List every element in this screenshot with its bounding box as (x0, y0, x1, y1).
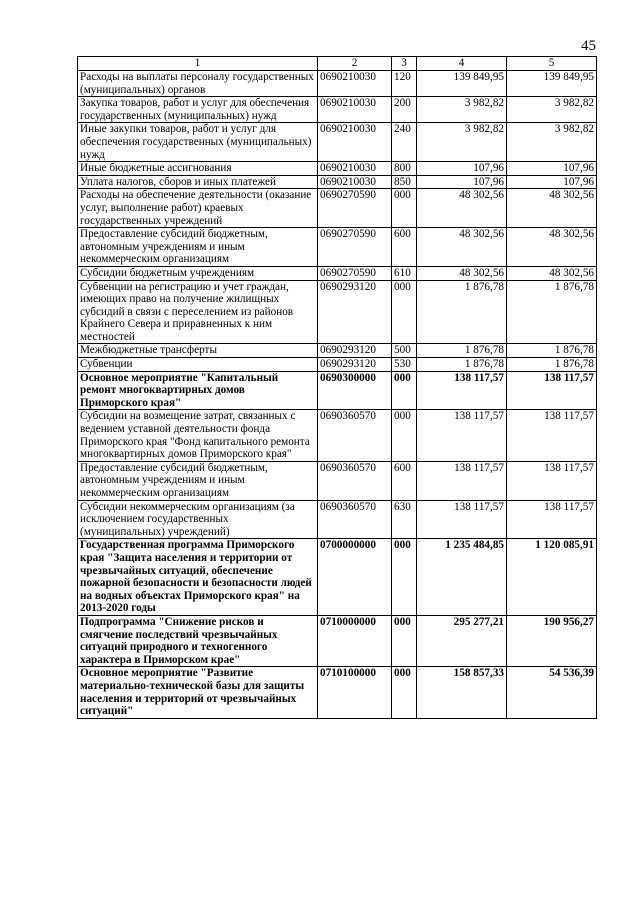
row-expense-type-cell: 600 (392, 228, 417, 267)
row-sum-1-cell: 48 302,56 (417, 266, 507, 280)
row-name-cell: Предоставление субсидий бюджетным, автономным учреждениям и иным некоммерческим организациям (78, 228, 318, 267)
table-row (78, 175, 597, 189)
row-target-code-cell: 0710100000 (318, 667, 392, 718)
row-name-cell: Субсидии бюджетным учреждениям (78, 266, 318, 280)
row-sum-1-cell: 1 235 484,85 (417, 539, 507, 616)
row-sum-1-cell: 138 117,57 (417, 500, 507, 539)
row-name-cell: Уплата налогов, сборов и иных платежей (78, 175, 318, 189)
row-sum-1-cell: 3 982,82 (417, 123, 507, 162)
row-name-cell: Субсидии на возмещение затрат, связанных с ведением уставной деятельности фонда Приморского края "Фонд капитального ремонта многоквартирных домов Приморского края" (78, 410, 318, 461)
row-sum-2-cell: 107,96 (507, 162, 597, 176)
row-expense-type-cell: 000 (392, 410, 417, 461)
row-sum-2-cell: 1 876,78 (507, 344, 597, 358)
row-name-cell: Субвенции на регистрацию и учет граждан, имеющих право на получение жилищных субсидий в связи с переселением из районов Крайнего Севера и приравненных к ним местностей (78, 280, 318, 344)
row-sum-2-cell: 48 302,56 (507, 228, 597, 267)
row-target-code-cell: 0710000000 (318, 615, 392, 666)
row-name-cell: Подпрограмма "Снижение рисков и смягчение последствий чрезвычайных ситуаций природного и техногенного характера в Приморском крае" (78, 615, 318, 666)
row-sum-2-cell: 3 982,82 (507, 97, 597, 123)
table-row (78, 500, 597, 539)
row-expense-type-cell: 000 (392, 371, 417, 410)
row-expense-type-cell: 000 (392, 189, 417, 228)
page-number: 45 (581, 38, 596, 54)
row-target-code-cell: 0690360570 (318, 410, 392, 461)
table-row (78, 97, 597, 123)
row-target-code-cell: 0700000000 (318, 539, 392, 616)
column-header-sum-1: 4 (417, 57, 507, 71)
row-name-cell: Основное мероприятие "Развитие материально-технической базы для защиты населения и территорий от чрезвычайных ситуаций" (78, 667, 318, 718)
row-name-cell: Субвенции (78, 358, 318, 372)
row-name-cell: Иные закупки товаров, работ и услуг для обеспечения государственных (муниципальных) нужд (78, 123, 318, 162)
table-row (78, 280, 597, 344)
budget-table (77, 56, 597, 719)
table-row (78, 266, 597, 280)
row-sum-1-cell: 295 277,21 (417, 615, 507, 666)
row-sum-2-cell: 1 120 085,91 (507, 539, 597, 616)
row-expense-type-cell: 630 (392, 500, 417, 539)
row-name-cell: Расходы на выплаты персоналу государственных (муниципальных) органов (78, 71, 318, 97)
row-target-code-cell: 0690360570 (318, 461, 392, 500)
table-row (78, 228, 597, 267)
row-sum-2-cell: 138 117,57 (507, 461, 597, 500)
row-expense-type-cell: 000 (392, 280, 417, 344)
row-sum-1-cell: 107,96 (417, 162, 507, 176)
row-target-code-cell: 0690293120 (318, 344, 392, 358)
table-row (78, 358, 597, 372)
table-row (78, 123, 597, 162)
row-sum-2-cell: 138 117,57 (507, 410, 597, 461)
row-sum-1-cell: 107,96 (417, 175, 507, 189)
column-header-csr: 2 (318, 57, 392, 71)
row-expense-type-cell: 800 (392, 162, 417, 176)
row-sum-1-cell: 3 982,82 (417, 97, 507, 123)
table-row (78, 615, 597, 666)
row-sum-2-cell: 190 956,27 (507, 615, 597, 666)
column-header-vr: 3 (392, 57, 417, 71)
row-sum-1-cell: 139 849,95 (417, 71, 507, 97)
row-expense-type-cell: 200 (392, 97, 417, 123)
row-sum-1-cell: 138 117,57 (417, 461, 507, 500)
row-sum-1-cell: 1 876,78 (417, 344, 507, 358)
table-row (78, 71, 597, 97)
row-expense-type-cell: 610 (392, 266, 417, 280)
table-header-row (78, 57, 597, 71)
row-target-code-cell: 0690293120 (318, 280, 392, 344)
row-expense-type-cell: 000 (392, 615, 417, 666)
row-expense-type-cell: 850 (392, 175, 417, 189)
row-target-code-cell: 0690270590 (318, 189, 392, 228)
row-expense-type-cell: 600 (392, 461, 417, 500)
row-name-cell: Государственная программа Приморского края "Защита населения и территории от чрезвычайных ситуаций, обеспечение пожарной безопасности и безопасности людей на водных объектах Приморского края" на 2013-2020 годы (78, 539, 318, 616)
table-row (78, 539, 597, 616)
row-name-cell: Основное мероприятие "Капитальный ремонт многоквартирных домов Приморского края" (78, 371, 318, 410)
row-expense-type-cell: 000 (392, 539, 417, 616)
row-sum-1-cell: 138 117,57 (417, 371, 507, 410)
row-sum-2-cell: 138 117,57 (507, 371, 597, 410)
row-name-cell: Иные бюджетные ассигнования (78, 162, 318, 176)
column-header-sum-2: 5 (507, 57, 597, 71)
row-sum-2-cell: 3 982,82 (507, 123, 597, 162)
row-sum-2-cell: 1 876,78 (507, 358, 597, 372)
row-sum-2-cell: 138 117,57 (507, 500, 597, 539)
row-expense-type-cell: 240 (392, 123, 417, 162)
row-target-code-cell: 0690293120 (318, 358, 392, 372)
row-target-code-cell: 0690210030 (318, 175, 392, 189)
row-target-code-cell: 0690270590 (318, 266, 392, 280)
row-target-code-cell: 0690210030 (318, 162, 392, 176)
row-sum-2-cell: 1 876,78 (507, 280, 597, 344)
row-sum-1-cell: 1 876,78 (417, 280, 507, 344)
row-target-code-cell: 0690300000 (318, 371, 392, 410)
row-expense-type-cell: 000 (392, 667, 417, 718)
table-row (78, 162, 597, 176)
table-row (78, 371, 597, 410)
row-name-cell: Расходы на обеспечение деятельности (оказание услуг, выполнение работ) краевых государственных учреждений (78, 189, 318, 228)
column-header-name: 1 (78, 57, 318, 71)
table-row (78, 667, 597, 718)
row-sum-1-cell: 158 857,33 (417, 667, 507, 718)
row-sum-1-cell: 48 302,56 (417, 189, 507, 228)
table-row (78, 189, 597, 228)
row-expense-type-cell: 530 (392, 358, 417, 372)
row-sum-2-cell: 107,96 (507, 175, 597, 189)
row-sum-2-cell: 139 849,95 (507, 71, 597, 97)
table-row (78, 461, 597, 500)
row-sum-2-cell: 48 302,56 (507, 189, 597, 228)
row-target-code-cell: 0690210030 (318, 123, 392, 162)
row-name-cell: Субсидии некоммерческим организациям (за исключением государственных (муниципальных) учреждений) (78, 500, 318, 539)
row-name-cell: Межбюджетные трансферты (78, 344, 318, 358)
row-sum-1-cell: 1 876,78 (417, 358, 507, 372)
row-target-code-cell: 0690360570 (318, 500, 392, 539)
row-sum-1-cell: 48 302,56 (417, 228, 507, 267)
row-expense-type-cell: 500 (392, 344, 417, 358)
row-target-code-cell: 0690270590 (318, 228, 392, 267)
row-sum-2-cell: 48 302,56 (507, 266, 597, 280)
row-name-cell: Предоставление субсидий бюджетным, автономным учреждениям и иным некоммерческим организациям (78, 461, 318, 500)
row-target-code-cell: 0690210030 (318, 71, 392, 97)
row-sum-2-cell: 54 536,39 (507, 667, 597, 718)
table-row (78, 344, 597, 358)
row-expense-type-cell: 120 (392, 71, 417, 97)
table-row (78, 410, 597, 461)
row-target-code-cell: 0690210030 (318, 97, 392, 123)
row-name-cell: Закупка товаров, работ и услуг для обеспечения государственных (муниципальных) нужд (78, 97, 318, 123)
row-sum-1-cell: 138 117,57 (417, 410, 507, 461)
